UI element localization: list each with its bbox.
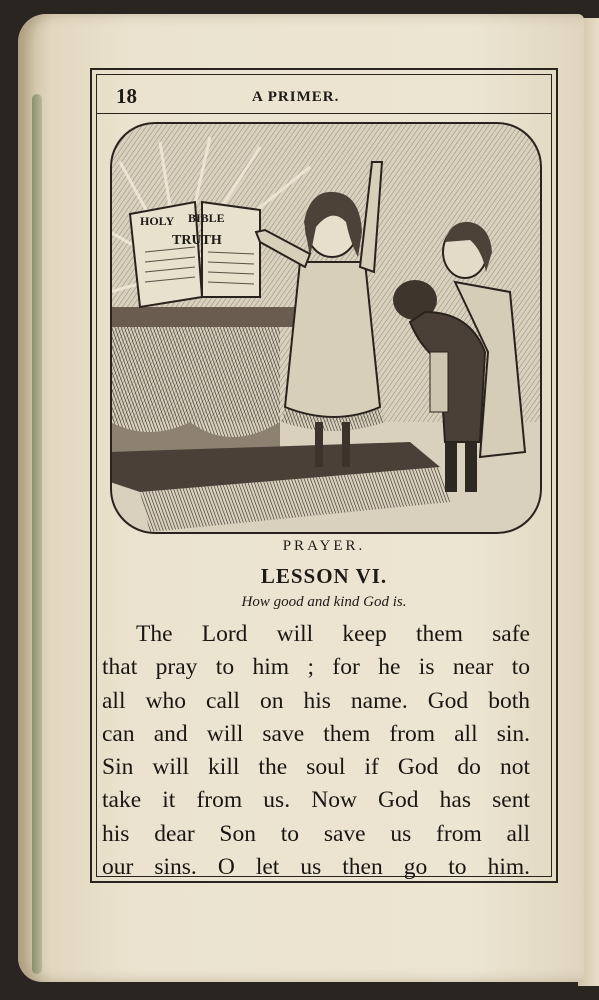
running-head: A PRIMER. xyxy=(252,89,340,105)
bible-word-bible: BIBLE xyxy=(188,211,225,225)
page-edge-stain xyxy=(32,94,42,974)
open-bible xyxy=(130,202,260,307)
page-border-frame xyxy=(90,68,558,883)
lesson-line: take it from us. Now God has sent xyxy=(102,787,530,814)
engraving-svg xyxy=(110,122,542,534)
lesson-line: our sins. O let us then go to him. xyxy=(102,854,530,881)
lesson-title: LESSON VI. xyxy=(260,564,388,588)
book-page xyxy=(18,14,584,982)
lesson-line: that pray to him ; for he is near to xyxy=(102,654,530,681)
lesson-line: The Lord will keep them safe xyxy=(136,621,530,647)
lesson-line: all who call on his name. God both xyxy=(102,687,530,714)
bible-word-holy: HOLY xyxy=(140,214,175,228)
illustration-caption: PRAYER. xyxy=(282,538,366,554)
prayer-illustration xyxy=(110,122,542,534)
bible-word-truth: TRUTH xyxy=(172,233,222,248)
header-rule xyxy=(96,113,552,114)
lesson-line: Sin will kill the soul if God do not xyxy=(102,754,530,781)
page-number: 18 xyxy=(116,84,137,108)
altar-top xyxy=(110,307,310,327)
lesson-subtitle: How good and kind God is. xyxy=(241,594,407,610)
lesson-line: his dear Son to save us from all xyxy=(102,820,530,847)
lesson-line: can and will save them from all sin. xyxy=(102,720,530,747)
lesson-body xyxy=(102,618,530,884)
